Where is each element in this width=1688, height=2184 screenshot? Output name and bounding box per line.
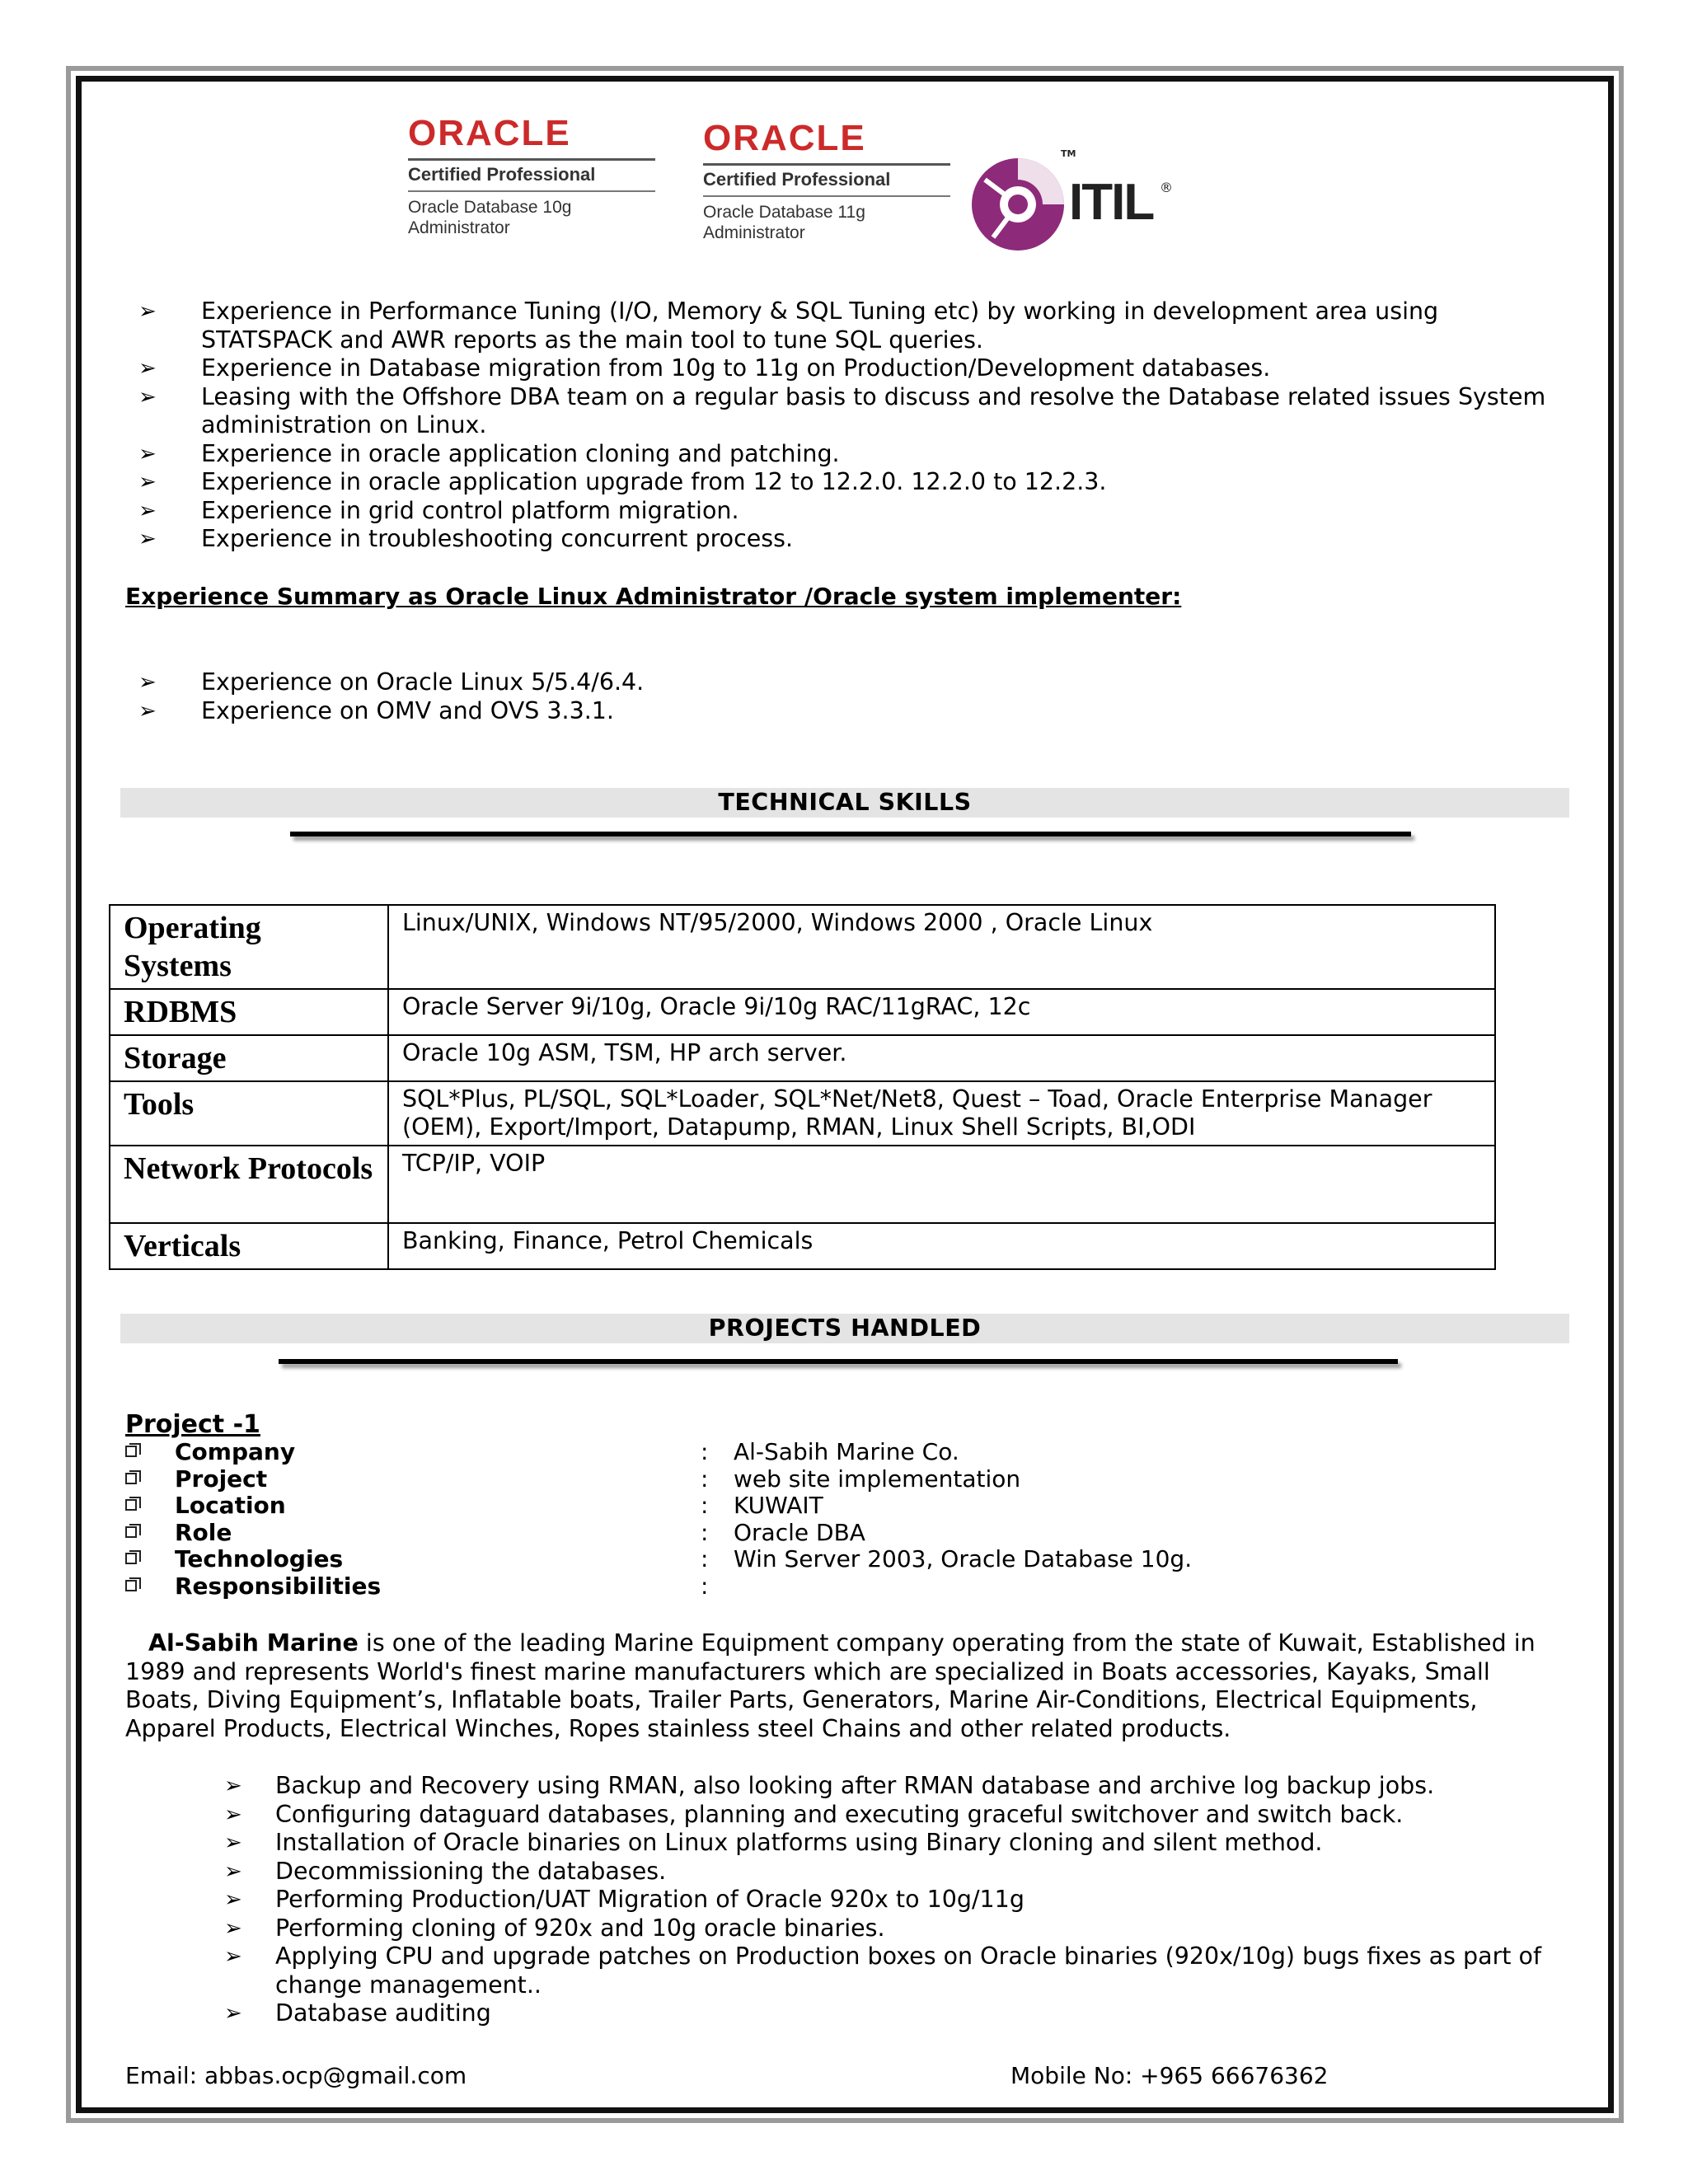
skill-category: Operating Systems	[110, 905, 388, 989]
project-field-label: Company	[175, 1438, 296, 1465]
arrow-bullet-icon: ➢	[138, 299, 157, 324]
project-field-value: KUWAIT	[734, 1492, 823, 1519]
bullet-item	[138, 697, 1548, 726]
bullet-item	[138, 383, 1548, 440]
bullet-text: Experience in Database migration from 10g to 11g on Production/Development databases.	[201, 354, 1271, 382]
project-field-value: Al-Sabih Marine Co.	[734, 1438, 959, 1465]
bullet-text: Experience in Performance Tuning (I/O, Memory & SQL Tuning etc) by working in development area using STATSPACK and AWR reports as the main tool to tune SQL queries.	[201, 298, 1439, 354]
oracle-brand-text: ORACLE	[703, 118, 866, 158]
bullet-item	[224, 1829, 1551, 1858]
arrow-bullet-icon: ➢	[138, 356, 157, 381]
arrow-bullet-icon: ➢	[224, 1830, 242, 1855]
project-field-label: Responsibilities	[175, 1572, 382, 1600]
arrow-bullet-icon: ➢	[138, 527, 157, 551]
linux-bullet-list	[138, 668, 1548, 725]
project-field-label: Technologies	[175, 1545, 344, 1572]
skills-row	[110, 989, 1495, 1035]
oracle-11g-cert-logo	[703, 120, 950, 252]
technical-skills-table	[109, 904, 1496, 1270]
skills-row	[110, 1035, 1495, 1081]
field-separator: :	[701, 1438, 709, 1465]
arrow-bullet-icon: ➢	[224, 1915, 242, 1941]
box-bullet-icon	[125, 1526, 137, 1538]
project-title: Project -1	[125, 1410, 260, 1439]
bullet-text: Experience in grid control platform migration.	[201, 496, 739, 524]
arrow-bullet-icon: ➢	[138, 441, 157, 466]
bullet-text: Experience in oracle application cloning and patching.	[201, 439, 840, 467]
linux-experience-heading: Experience Summary as Oracle Linux Administrator /Oracle system implementer:	[125, 583, 1182, 610]
box-bullet-icon	[125, 1553, 137, 1564]
field-separator: :	[701, 1492, 709, 1519]
itil-tm-mark: TM	[1061, 148, 1076, 159]
bullet-item	[138, 354, 1548, 383]
bullet-text: Experience on OMV and OVS 3.3.1.	[201, 696, 614, 724]
bullet-item	[138, 468, 1548, 497]
box-bullet-icon	[125, 1580, 137, 1591]
arrow-bullet-icon: ➢	[224, 1858, 242, 1884]
section-divider	[290, 832, 1411, 837]
skill-category: Verticals	[110, 1223, 388, 1269]
arrow-bullet-icon: ➢	[138, 670, 157, 695]
skills-row	[110, 1223, 1495, 1269]
itil-registered-mark: ®	[1160, 180, 1173, 195]
arrow-bullet-icon: ➢	[224, 1944, 242, 1969]
skill-category: Storage	[110, 1035, 388, 1081]
skills-row	[110, 1146, 1495, 1223]
skills-row	[110, 905, 1495, 989]
bullet-item	[138, 497, 1548, 526]
bullet-text: Installation of Oracle binaries on Linux platforms using Binary cloning and silent method.	[275, 1829, 1323, 1856]
bullet-text: Experience in troubleshooting concurrent process.	[201, 525, 794, 552]
arrow-bullet-icon: ➢	[224, 1802, 242, 1827]
field-separator: :	[701, 1572, 709, 1600]
arrow-bullet-icon: ➢	[224, 2001, 242, 2026]
project-field-label: Location	[175, 1492, 286, 1519]
skill-category: Tools	[110, 1081, 388, 1146]
skill-value: Banking, Finance, Petrol Chemicals	[388, 1223, 1495, 1269]
oracle-admin-text: Administrator	[703, 223, 805, 242]
arrow-bullet-icon: ➢	[138, 384, 157, 410]
arrow-bullet-icon: ➢	[138, 498, 157, 523]
bullet-item	[224, 1801, 1551, 1830]
project-field-label: Project	[175, 1465, 268, 1493]
box-bullet-icon	[125, 1499, 137, 1511]
itil-wordmark: ITIL	[1069, 174, 1154, 231]
skill-value: Oracle Server 9i/10g, Oracle 9i/10g RAC/11gRAC, 12c	[388, 989, 1495, 1035]
project-field-value: web site implementation	[734, 1465, 1021, 1493]
projects-heading: PROJECTS HANDLED	[120, 1314, 1569, 1343]
bullet-item	[138, 668, 1548, 697]
field-separator: :	[701, 1465, 709, 1493]
itil-emblem-icon	[968, 155, 1067, 254]
project-field-value: Oracle DBA	[734, 1518, 865, 1546]
bullet-item	[224, 1858, 1551, 1886]
bullet-text: Experience in oracle application upgrade from 12 to 12.2.0. 12.2.0 to 12.2.3.	[201, 468, 1107, 495]
skills-row	[110, 1081, 1495, 1146]
field-separator: :	[701, 1518, 709, 1546]
bullet-text: Configuring dataguard databases, planning and executing graceful switchover and switch back.	[275, 1800, 1404, 1828]
skill-category: Network Protocols	[110, 1146, 388, 1223]
skill-value: Oracle 10g ASM, TSM, HP arch server.	[388, 1035, 1495, 1081]
arrow-bullet-icon: ➢	[138, 470, 157, 494]
bullet-item	[138, 298, 1548, 354]
footer-mobile: Mobile No: +965 66676362	[1010, 2062, 1329, 2089]
experience-bullet-list	[138, 298, 1548, 554]
bullet-text: Applying CPU and upgrade patches on Production boxes on Oracle binaries (920x/10g) bugs fixes as part of change management..	[275, 1943, 1541, 1999]
bullet-item	[224, 1772, 1551, 1801]
arrow-bullet-icon: ➢	[138, 698, 157, 724]
itil-logo	[968, 148, 1183, 255]
oracle-db-text: Oracle Database 10g	[408, 198, 572, 217]
oracle-admin-text: Administrator	[408, 218, 510, 237]
project-field-label: Role	[175, 1518, 232, 1546]
bullet-item	[224, 1886, 1551, 1915]
arrow-bullet-icon: ➢	[224, 1887, 242, 1912]
box-bullet-icon	[125, 1446, 137, 1457]
technical-skills-heading: TECHNICAL SKILLS	[120, 788, 1569, 818]
company-name-bold: Al-Sabih Marine	[148, 1629, 359, 1657]
arrow-bullet-icon: ➢	[224, 1774, 242, 1798]
project-intro-paragraph	[125, 1629, 1545, 1743]
bullet-item	[224, 1999, 1551, 2028]
oracle-cert-text: Certified Professional	[703, 169, 891, 190]
oracle-10g-cert-logo	[408, 115, 655, 247]
responsibilities-list	[224, 1772, 1551, 2028]
bullet-text: Decommissioning the databases.	[275, 1857, 667, 1885]
skill-category: RDBMS	[110, 989, 388, 1035]
intro-text: is one of the leading Marine Equipment company operating from the state of Kuwait, Established in 1989 and represents World's finest marine manufacturers which are specialized in Boats accessories, Kayaks, Small Boats, Diving Equipment’s, Inflatable boats, Trailer Parts, Generators, Marine Air-Conditions, Electrical Equipments, Apparel Products, Electrical Winches, Ropes stainless steel Chains and other related products.	[125, 1629, 1536, 1742]
bullet-text: Performing cloning of 920x and 10g oracle binaries.	[275, 1914, 885, 1942]
bullet-item	[138, 525, 1548, 554]
oracle-brand-text: ORACLE	[408, 113, 571, 153]
oracle-cert-text: Certified Professional	[408, 164, 596, 185]
bullet-text: Database auditing	[275, 1999, 491, 2027]
bullet-text: Performing Production/UAT Migration of Oracle 920x to 10g/11g	[275, 1886, 1025, 1913]
skill-value: TCP/IP, VOIP	[388, 1146, 1495, 1223]
section-divider	[279, 1359, 1398, 1364]
bullet-text: Leasing with the Offshore DBA team on a regular basis to discuss and resolve the Database related issues System administration on Linux.	[201, 382, 1546, 438]
project-field-value: Win Server 2003, Oracle Database 10g.	[734, 1545, 1193, 1572]
oracle-db-text: Oracle Database 11g	[703, 203, 865, 222]
box-bullet-icon	[125, 1473, 137, 1484]
bullet-item	[138, 440, 1548, 469]
footer-email: Email: abbas.ocp@gmail.com	[125, 2062, 467, 2089]
bullet-item	[224, 1943, 1551, 1999]
bullet-text: Backup and Recovery using RMAN, also looking after RMAN database and archive log backup jobs.	[275, 1772, 1435, 1799]
bullet-text: Experience on Oracle Linux 5/5.4/6.4.	[201, 668, 645, 696]
skill-value: SQL*Plus, PL/SQL, SQL*Loader, SQL*Net/Net8, Quest – Toad, Oracle Enterprise Manager (OEM), Export/Import, Datapump, RMAN, Linux Shell Scripts, BI,ODI	[388, 1081, 1495, 1146]
bullet-item	[224, 1915, 1551, 1943]
field-separator: :	[701, 1545, 709, 1572]
skill-value: Linux/UNIX, Windows NT/95/2000, Windows 2000 , Oracle Linux	[388, 905, 1495, 989]
